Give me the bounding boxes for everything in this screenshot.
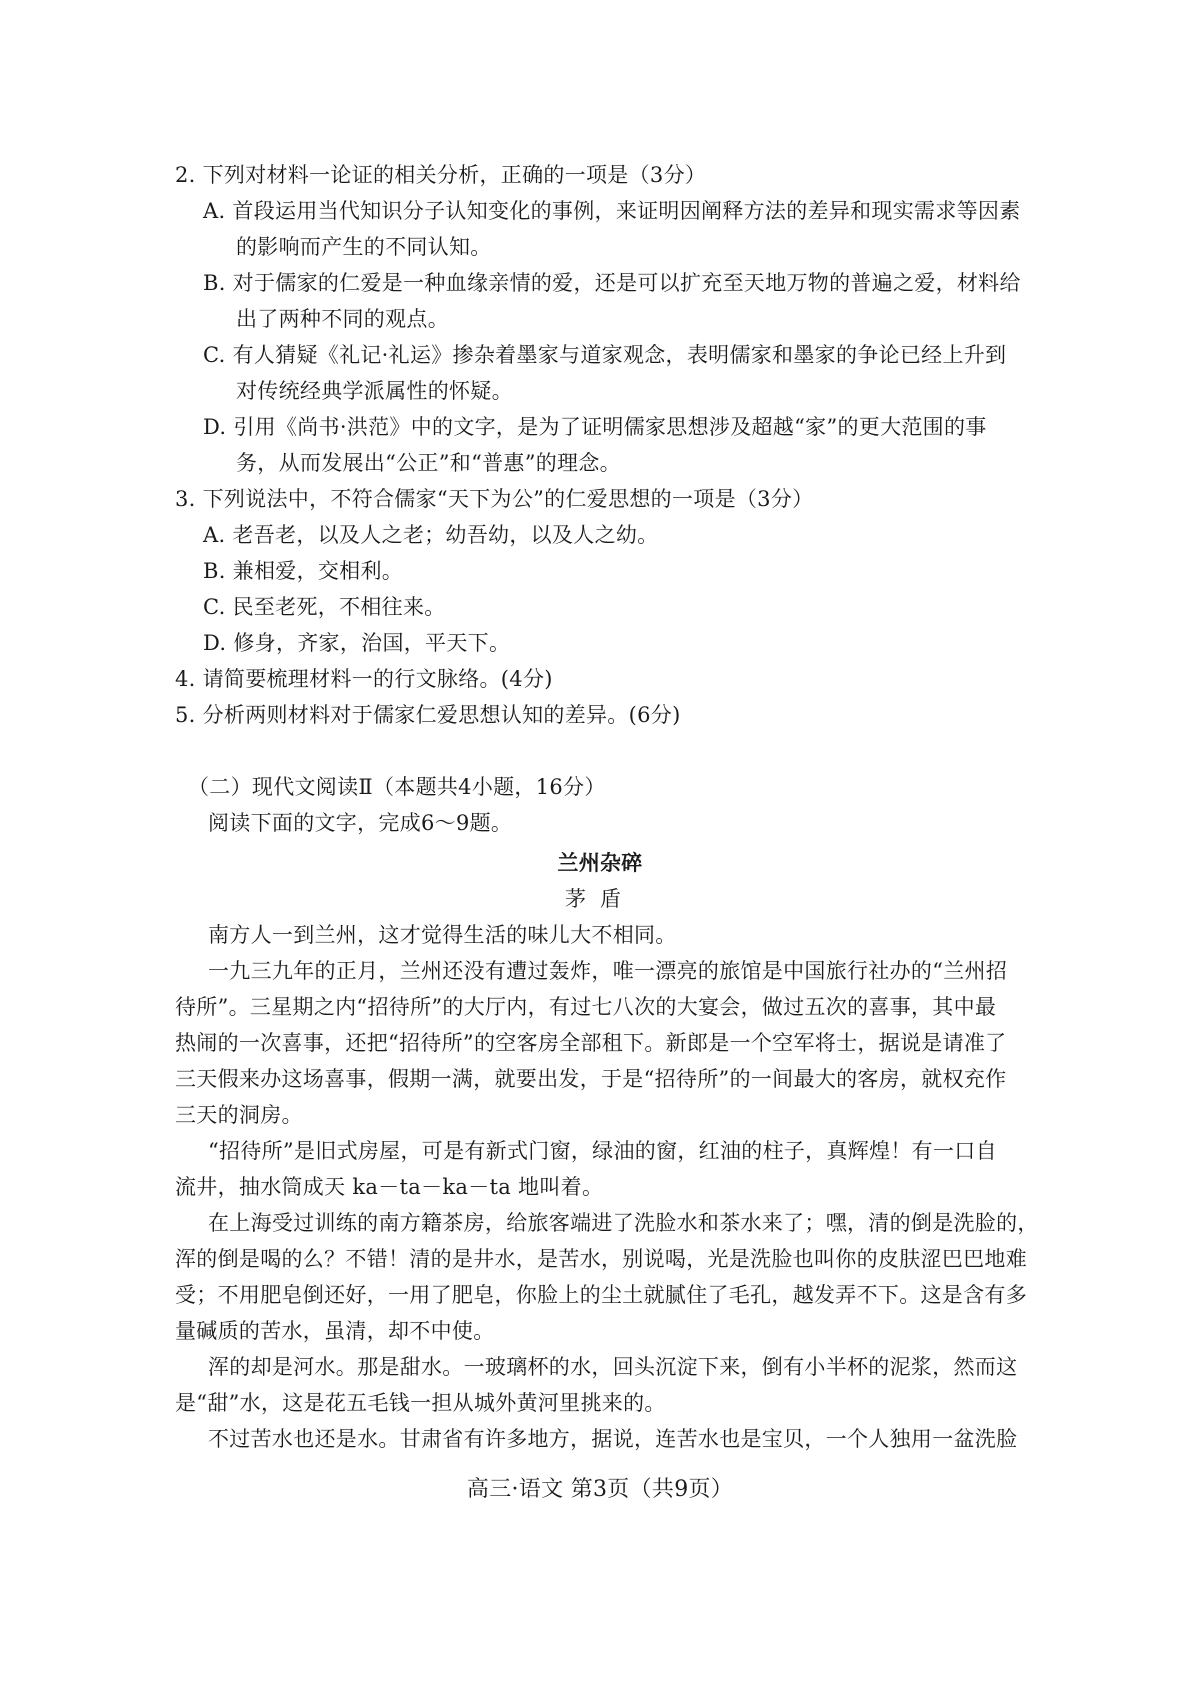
passage-paragraph-1: 南方人一到兰州，这才觉得生活的味儿大不相同。 <box>208 923 677 947</box>
passage-paragraph-4-line: 量碱质的苦水，虽清，却不中使。 <box>175 1319 495 1343</box>
q2-option-d: D. 引用《尚书·洪范》中的文字，是为了证明儒家思想涉及超越“家”的更大范围的事 <box>203 415 987 439</box>
q3-stem: 3. 下列说法中，不符合儒家“天下为公”的仁爱思想的一项是（3分） <box>175 487 814 511</box>
q2-option-d-cont: 务，从而发展出“公正”和“普惠”的理念。 <box>236 451 621 475</box>
section-instruction: 阅读下面的文字，完成6～9题。 <box>208 811 513 835</box>
passage-paragraph-6-line: 不过苦水也还是水。甘肃省有许多地方，据说，连苦水也是宝贝，一个人独用一盆洗脸 <box>208 1427 1018 1451</box>
passage-paragraph-2-line: 三天的洞房。 <box>175 1103 303 1127</box>
passage-paragraph-2-line: 待所”。三星期之内“招待所”的大厅内，有过七八次的大宴会，做过五次的喜事，其中最 <box>175 995 997 1019</box>
passage-author: 茅盾 <box>565 887 635 911</box>
passage-paragraph-4-line: 在上海受过训练的南方籍茶房，给旅客端进了洗脸水和茶水来了；嘿，清的倒是洗脸的， <box>208 1211 1039 1235</box>
passage-paragraph-3-line: “招待所”是旧式房屋，可是有新式门窗，绿油的窗，红油的柱子，真辉煌！有一口自 <box>208 1139 997 1163</box>
passage-paragraph-4-line: 浑的倒是喝的么？不错！清的是井水，是苦水，别说喝，光是洗脸也叫你的皮肤涩巴巴地难 <box>175 1247 1027 1271</box>
q2-option-a-cont: 的影响而产生的不同认知。 <box>236 235 492 259</box>
q2-stem: 2. 下列对材料一论证的相关分析，正确的一项是（3分） <box>175 163 707 187</box>
q3-option-a: A. 老吾老，以及人之老；幼吾幼，以及人之幼。 <box>203 523 659 547</box>
passage-paragraph-4-line: 受；不用肥皂倒还好，一用了肥皂，你脸上的尘土就腻住了毛孔，越发弄不下。这是含有多 <box>175 1283 1027 1307</box>
passage-paragraph-2-line: 一九三九年的正月，兰州还没有遭过轰炸，唯一漂亮的旅馆是中国旅行社办的“兰州招 <box>208 959 1008 983</box>
q4-stem: 4. 请简要梳理材料一的行文脉络。(4分) <box>175 667 553 691</box>
passage-paragraph-2-line: 三天假来办这场喜事，假期一满，就要出发，于是“招待所”的一间最大的客房，就权充作 <box>175 1067 1007 1091</box>
page-footer: 高三·语文 第3页（共9页） <box>466 1477 734 1502</box>
q2-option-c-cont: 对传统经典学派属性的怀疑。 <box>236 379 513 403</box>
passage-paragraph-3-line: 流井，抽水筒成天 ka－ta－ka－ta 地叫着。 <box>175 1175 604 1199</box>
q2-option-c: C. 有人猜疑《礼记·礼运》掺杂着墨家与道家观念，表明儒家和墨家的争论已经上升到 <box>203 343 1007 367</box>
q5-stem: 5. 分析两则材料对于儒家仁爱思想认知的差异。(6分) <box>175 703 681 727</box>
passage-title: 兰州杂碎 <box>557 850 643 875</box>
section-heading: （二）现代文阅读Ⅱ（本题共4小题，16分） <box>188 775 606 799</box>
q2-option-a: A. 首段运用当代知识分子认知变化的事例，来证明因阐释方法的差异和现实需求等因素 <box>203 199 1021 223</box>
passage-paragraph-5-line: 是“甜”水，这是花五毛钱一担从城外黄河里挑来的。 <box>175 1391 666 1415</box>
q3-option-b: B. 兼相爱，交相利。 <box>203 559 404 583</box>
passage-paragraph-2-line: 热闹的一次喜事，还把“招待所”的空客房全部租下。新郎是一个空军将士，据说是请准了 <box>175 1031 1007 1055</box>
passage-paragraph-5-line: 浑的却是河水。那是甜水。一玻璃杯的水，回头沉淀下来，倒有小半杯的泥浆，然而这 <box>208 1355 1018 1379</box>
q3-option-d: D. 修身，齐家，治国，平天下。 <box>203 631 511 655</box>
q3-option-c: C. 民至老死，不相往来。 <box>203 595 446 619</box>
q2-option-b: B. 对于儒家的仁爱是一种血缘亲情的爱，还是可以扩充至天地万物的普遍之爱，材料给 <box>203 271 1021 295</box>
q2-option-b-cont: 出了两种不同的观点。 <box>236 307 449 331</box>
